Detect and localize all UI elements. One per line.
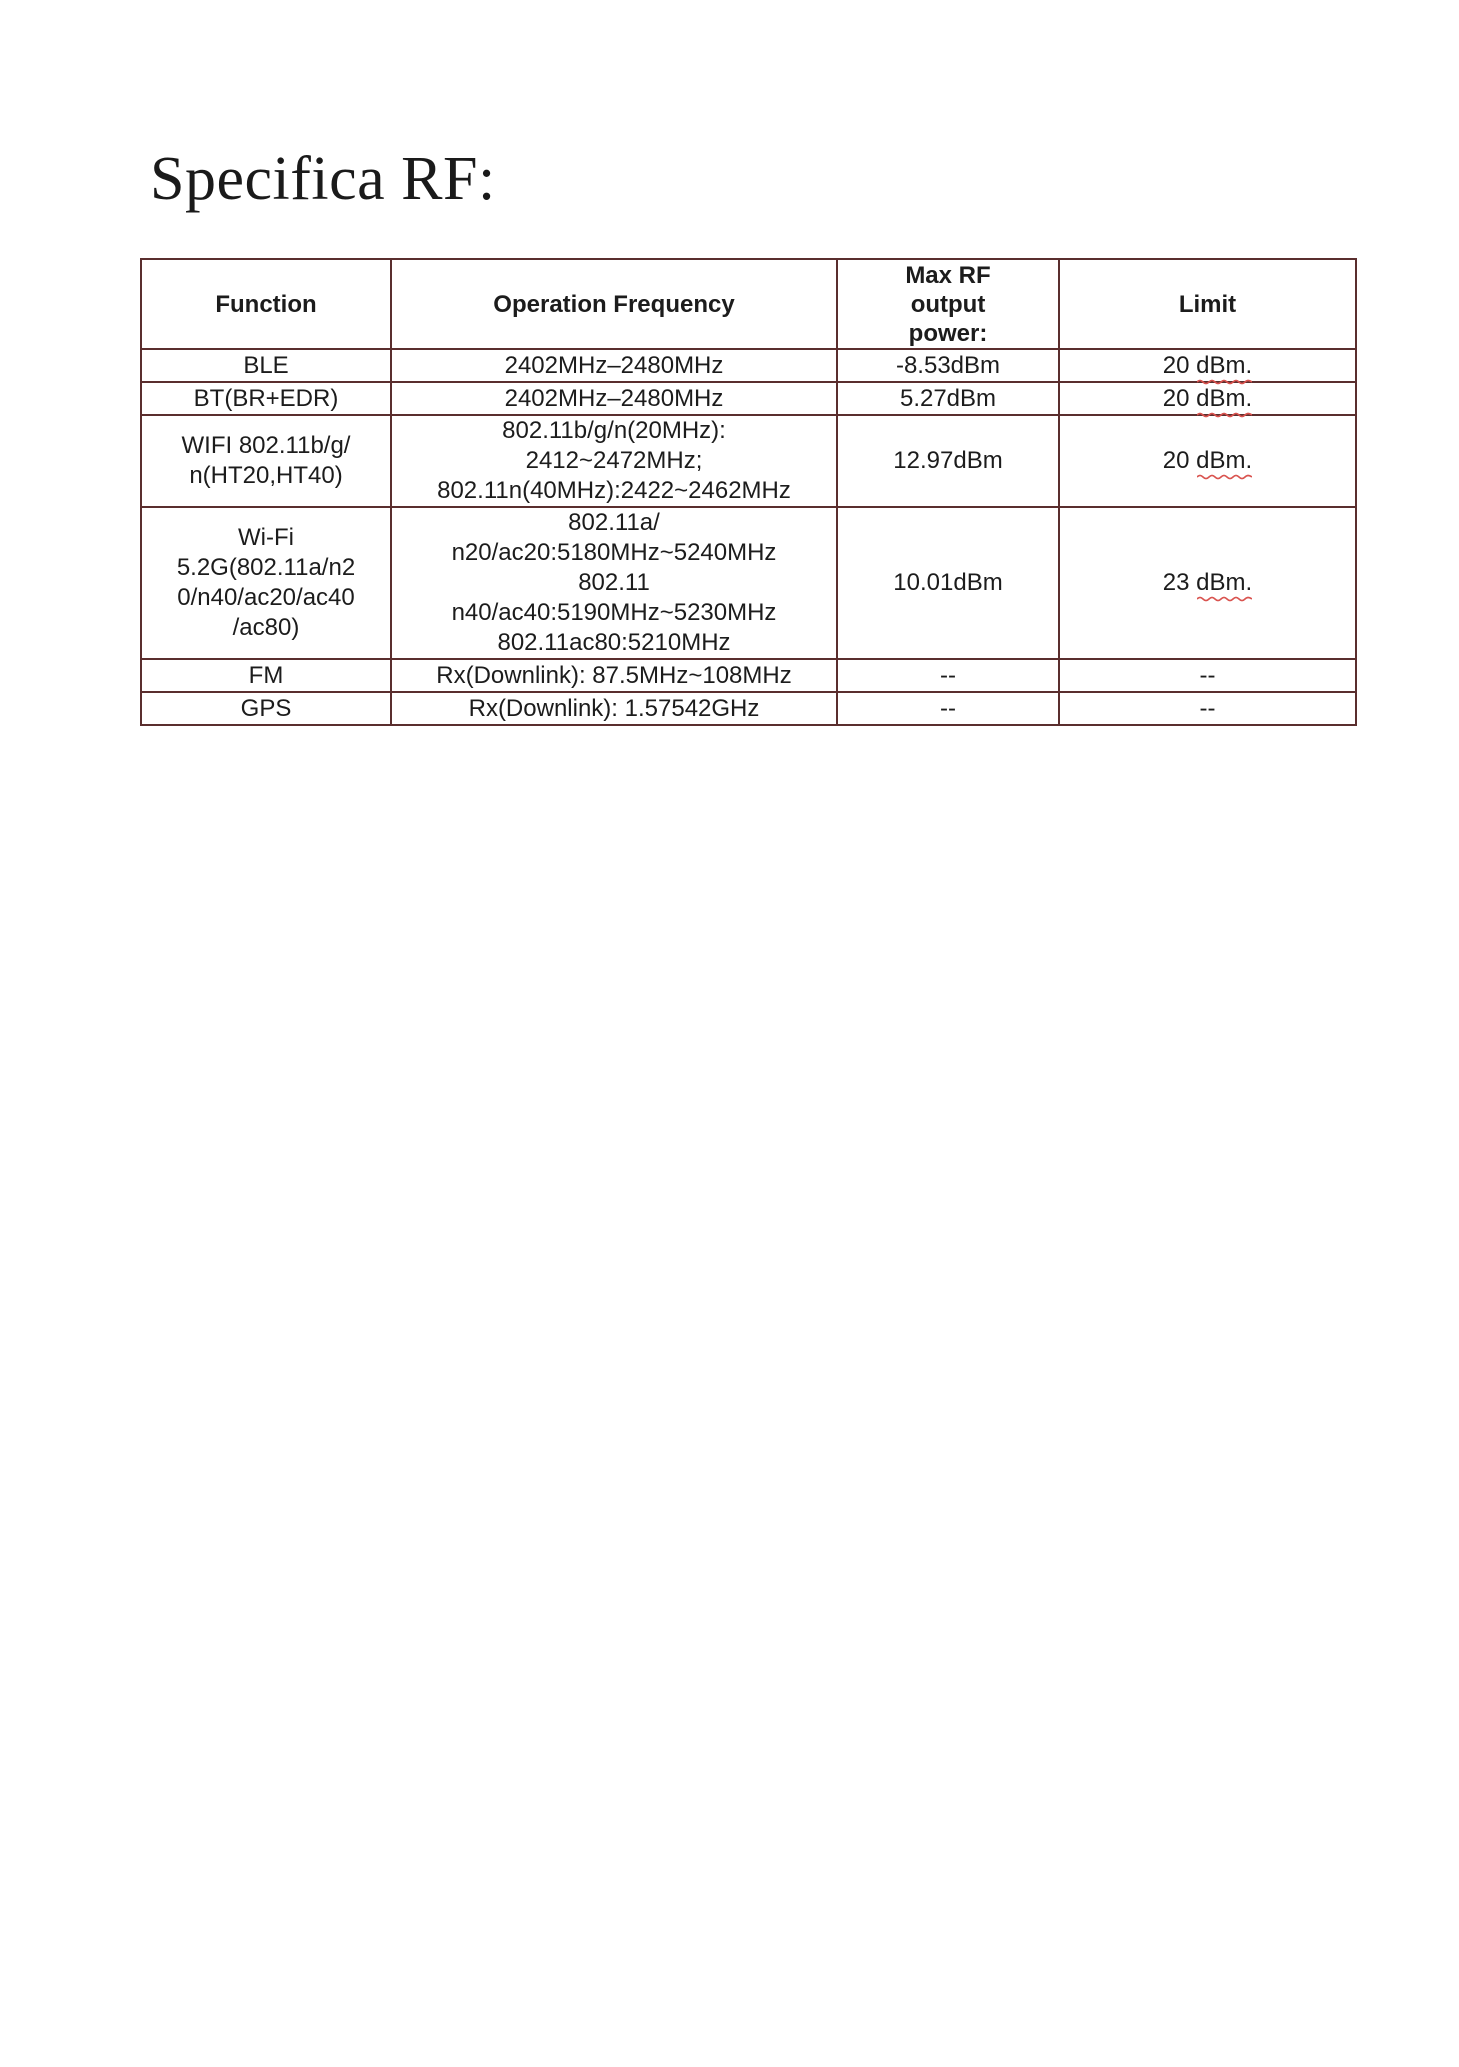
frequency-line: 2402MHz–2480MHz	[504, 384, 724, 412]
cell-function	[141, 659, 391, 692]
cell-limit	[1059, 507, 1356, 659]
cell-frequency	[391, 415, 837, 507]
cell-limit: --	[1059, 692, 1356, 725]
cell-power: 12.97dBm	[837, 415, 1059, 507]
frequency-line: 2412~2472MHz;	[525, 447, 703, 474]
frequency-line: 802.11n(40MHz):2422~2462MHz	[437, 477, 791, 504]
function-line: 0/n40/ac20/ac40	[177, 584, 355, 611]
limit-text: 20 dBm.	[1162, 351, 1253, 379]
frequency-line: 802.11a/	[568, 509, 660, 536]
function-line: /ac80)	[232, 614, 300, 641]
cell-limit	[1059, 382, 1356, 415]
limit-value	[1163, 384, 1252, 414]
cell-power: 10.01dBm	[837, 507, 1059, 659]
cell-frequency	[391, 692, 837, 725]
cell-frequency	[391, 382, 837, 415]
function-line: WIFI 802.11b/g/	[181, 432, 351, 459]
cell-frequency	[391, 349, 837, 382]
table-header-row	[141, 259, 1356, 349]
function-line: FM	[248, 661, 284, 689]
cell-frequency	[391, 507, 837, 659]
cell-power: 5.27dBm	[837, 382, 1059, 415]
frequency-line: 802.11b/g/n(20MHz):	[502, 417, 726, 444]
cell-power: -8.53dBm	[837, 349, 1059, 382]
limit-text: 23 dBm.	[1162, 569, 1253, 596]
header-power-line: Max RF	[905, 261, 991, 289]
cell-limit	[1059, 349, 1356, 382]
table-row	[141, 349, 1356, 382]
cell-function	[141, 382, 391, 415]
cell-function	[141, 349, 391, 382]
frequency-line: n40/ac40:5190MHz~5230MHz	[451, 599, 777, 626]
frequency-line: n20/ac20:5180MHz~5240MHz	[451, 539, 777, 566]
function-line: GPS	[240, 694, 292, 722]
header-power-line: power:	[908, 319, 988, 347]
function-line: Wi-Fi	[238, 524, 294, 551]
cell-limit	[1059, 415, 1356, 507]
page-title: Specifica RF:	[150, 145, 496, 213]
table-row	[141, 415, 1356, 507]
cell-limit: --	[1059, 659, 1356, 692]
rf-spec-table	[140, 258, 1357, 726]
cell-function	[141, 507, 391, 659]
frequency-line: 802.11	[578, 569, 650, 596]
header-power-line: output	[910, 290, 986, 318]
header-operation-frequency: Operation Frequency	[391, 259, 837, 349]
limit-value	[1163, 351, 1252, 381]
limit-value	[1163, 568, 1252, 598]
header-max-rf-output-power	[837, 259, 1059, 349]
table-row	[141, 507, 1356, 659]
header-function: Function	[141, 259, 391, 349]
table-row	[141, 659, 1356, 692]
function-line: 5.2G(802.11a/n2	[176, 554, 356, 581]
function-line: BLE	[243, 351, 289, 379]
cell-function	[141, 415, 391, 507]
header-limit: Limit	[1059, 259, 1356, 349]
cell-function	[141, 692, 391, 725]
table-row	[141, 692, 1356, 725]
limit-value	[1163, 446, 1252, 476]
function-line: BT(BR+EDR)	[193, 384, 339, 412]
limit-text: 20 dBm.	[1162, 384, 1253, 412]
spellcheck-underline-icon	[1197, 412, 1252, 418]
table-row	[141, 382, 1356, 415]
frequency-line: 802.11ac80:5210MHz	[497, 629, 731, 656]
frequency-line: Rx(Downlink): 1.57542GHz	[468, 694, 760, 722]
spellcheck-underline-icon	[1197, 596, 1252, 602]
frequency-line: Rx(Downlink): 87.5MHz~108MHz	[436, 661, 792, 689]
cell-power: --	[837, 692, 1059, 725]
spellcheck-underline-icon	[1197, 474, 1252, 480]
cell-power: --	[837, 659, 1059, 692]
frequency-line: 2402MHz–2480MHz	[504, 351, 724, 379]
cell-frequency	[391, 659, 837, 692]
function-line: n(HT20,HT40)	[189, 462, 343, 489]
limit-text: 20 dBm.	[1162, 447, 1253, 474]
